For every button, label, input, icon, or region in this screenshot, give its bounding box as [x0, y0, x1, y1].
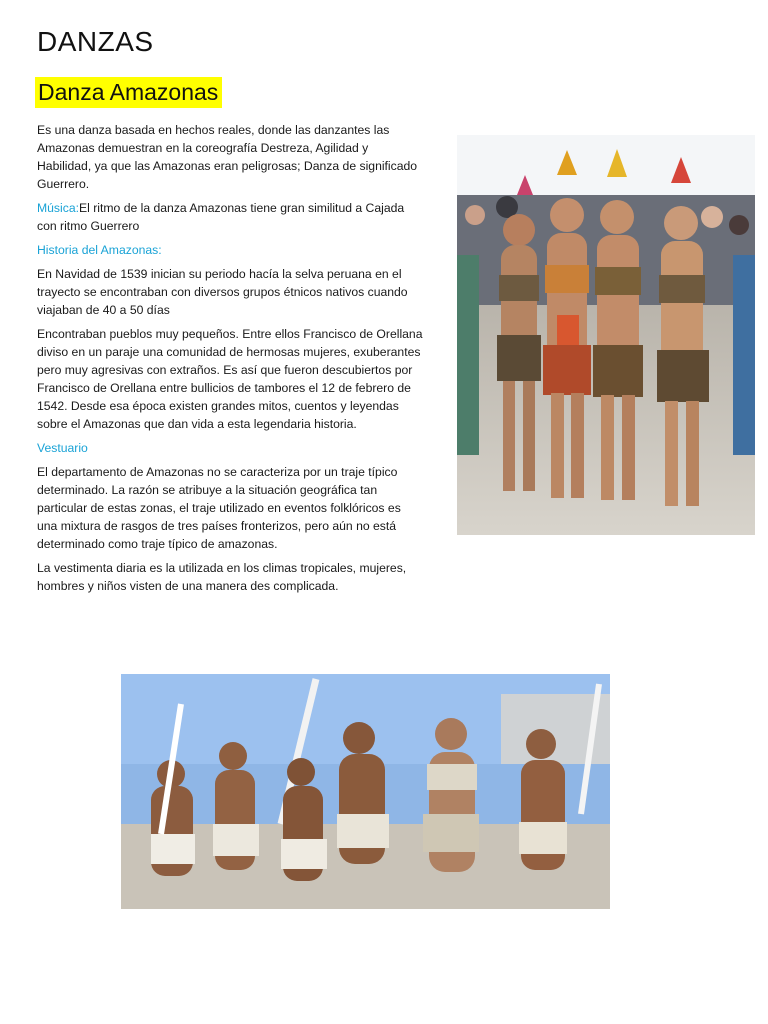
historia-paragraph-2: Encontraban pueblos muy pequeños. Entre ellos Francisco de Orellana diviso en un paraje una comunidad de hermosas mujeres, exuberantes pero muy agresivas con extraños. Es así que fueron descubiertos por Francisco de Orellana entre bullicios de tambores el 12 de febrero de 1542. Desde esa época existen grandes mitos, cuentos y leyendas sobre el Amazonas que dan vida a esta legendaria historia. [37, 327, 423, 431]
page-title: DANZAS [37, 26, 154, 57]
intro-paragraph: Es una danza basada en hechos reales, donde las danzantes las Amazonas demuestran en la coreografía Destreza, Agilidad y Habilidad, ya que las Amazonas eran peligrosas; Danza de significado Guerrero. [37, 123, 418, 191]
historia-heading: Historia del Amazonas: [37, 243, 162, 257]
musica-paragraph [37, 199, 423, 235]
historia-paragraph-1: En Navidad de 1539 inician su periodo hacía la selva peruana en el trayecto se encontraban con diversos grupos étnicos nativos cuando viajaban de 40 a 50 días [37, 267, 408, 317]
document-body [37, 121, 423, 601]
dance-group-photo [121, 674, 610, 909]
section-title-highlighted: Danza Amazonas [35, 77, 222, 108]
musica-label: Música: [37, 201, 79, 215]
vestuario-paragraph-1: El departamento de Amazonas no se caracteriza por un traje típico determinado. La razón se atribuye a la situación geográfica tan particular de estas zonas, el traje utilizado en eventos folklóricos es una mixtura de rasgos de tres países fronterizos, pero aún no está determinado como traje típico de amazonas. [37, 465, 401, 551]
vestuario-heading: Vestuario [37, 441, 88, 455]
vestuario-paragraph-2: La vestimenta diaria es la utilizada en los climas tropicales, mujeres, hombres y niños visten de una manera des complicada. [37, 561, 407, 593]
amazon-dancers-photo [457, 135, 755, 535]
musica-text: El ritmo de la danza Amazonas tiene gran similitud a Cajada con ritmo Guerrero [37, 201, 405, 233]
